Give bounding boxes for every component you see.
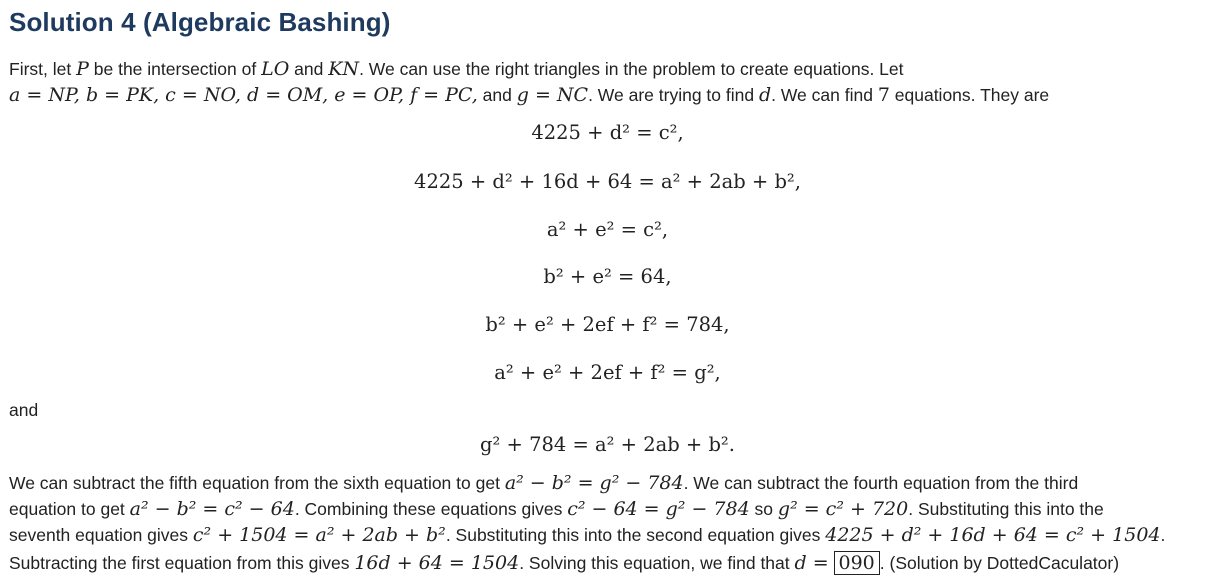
conclusion-text: Subtracting the first equation from this gives	[9, 553, 355, 573]
math-g-definition: g = NC	[516, 84, 589, 106]
math-expression: g² = c² + 720	[777, 498, 909, 520]
intro-text: . We can use the right triangles in the problem to create equations. Let	[359, 59, 904, 79]
section-heading: Solution 4 (Algebraic Bashing)	[9, 7, 391, 37]
intro-text: be the intersection of	[88, 59, 262, 79]
conclusion-text: . Substituting this into the second equation gives	[445, 525, 826, 545]
math-definitions: a = NP, b = PK, c = NO, d = OM, e = OP, f = PC,	[9, 84, 478, 106]
conclusion-text: seventh equation gives	[9, 525, 193, 545]
intro-text: equations. They are	[889, 85, 1050, 105]
intro-line-1	[9, 56, 904, 82]
math-expression: c² + 1504 = a² + 2ab + b²	[192, 524, 446, 546]
conclusion-line-2	[9, 496, 1104, 522]
answer-box: 090	[834, 551, 880, 575]
conclusion-text: . We can subtract the fourth equation from the third	[683, 473, 1079, 493]
intro-text: and	[289, 59, 329, 79]
intro-text: First, let	[9, 59, 77, 79]
conclusion-text: equation to get	[9, 499, 130, 519]
conclusion-text: .	[1160, 525, 1166, 545]
intro-line-2	[9, 82, 1049, 108]
math-expression: c² − 64 = g² − 784	[567, 498, 750, 520]
intro-text: . We can find	[771, 85, 878, 105]
math-P: P	[76, 58, 89, 80]
equation-2: 4225 + d² + 16d + 64 = a² + 2ab + b²,	[414, 170, 801, 193]
equation-4: b² + e² = 64,	[543, 265, 672, 288]
math-d: d	[758, 84, 772, 106]
equation-1: 4225 + d² = c²,	[531, 121, 684, 144]
math-expression: a² − b² = g² − 784	[504, 472, 684, 494]
math-expression: d =	[794, 552, 829, 574]
conclusion-text: so	[749, 499, 778, 519]
math-seven: 7	[877, 84, 890, 106]
intro-text: and	[477, 85, 517, 105]
equation-7: g² + 784 = a² + 2ab + b².	[480, 433, 735, 456]
conclusion-text: . (Solution by DottedCaculator)	[879, 553, 1120, 573]
and-word: and	[9, 400, 39, 420]
equation-3: a² + e² = c²,	[546, 218, 669, 241]
conclusion-line-1	[9, 470, 1078, 496]
math-expression: a² − b² = c² − 64	[129, 498, 295, 520]
conclusion-line-3	[9, 522, 1165, 548]
math-expression: 16d + 64 = 1504	[354, 552, 520, 574]
math-LO: LO	[261, 58, 290, 80]
conclusion-text: We can subtract the fifth equation from the sixth equation to get	[9, 473, 505, 493]
conclusion-text: . Combining these equations gives	[294, 499, 568, 519]
equation-5: b² + e² + 2ef + f² = 784,	[485, 313, 730, 336]
intro-text: . We are trying to find	[588, 85, 759, 105]
math-expression: 4225 + d² + 16d + 64 = c² + 1504	[825, 524, 1161, 546]
math-KN: KN	[328, 58, 360, 80]
conclusion-line-4	[9, 550, 1119, 576]
equation-6: a² + e² + 2ef + f² = g²,	[494, 361, 721, 384]
conclusion-text: . Solving this equation, we find that	[519, 553, 795, 573]
conclusion-text: . Substituting this into the	[908, 499, 1104, 519]
